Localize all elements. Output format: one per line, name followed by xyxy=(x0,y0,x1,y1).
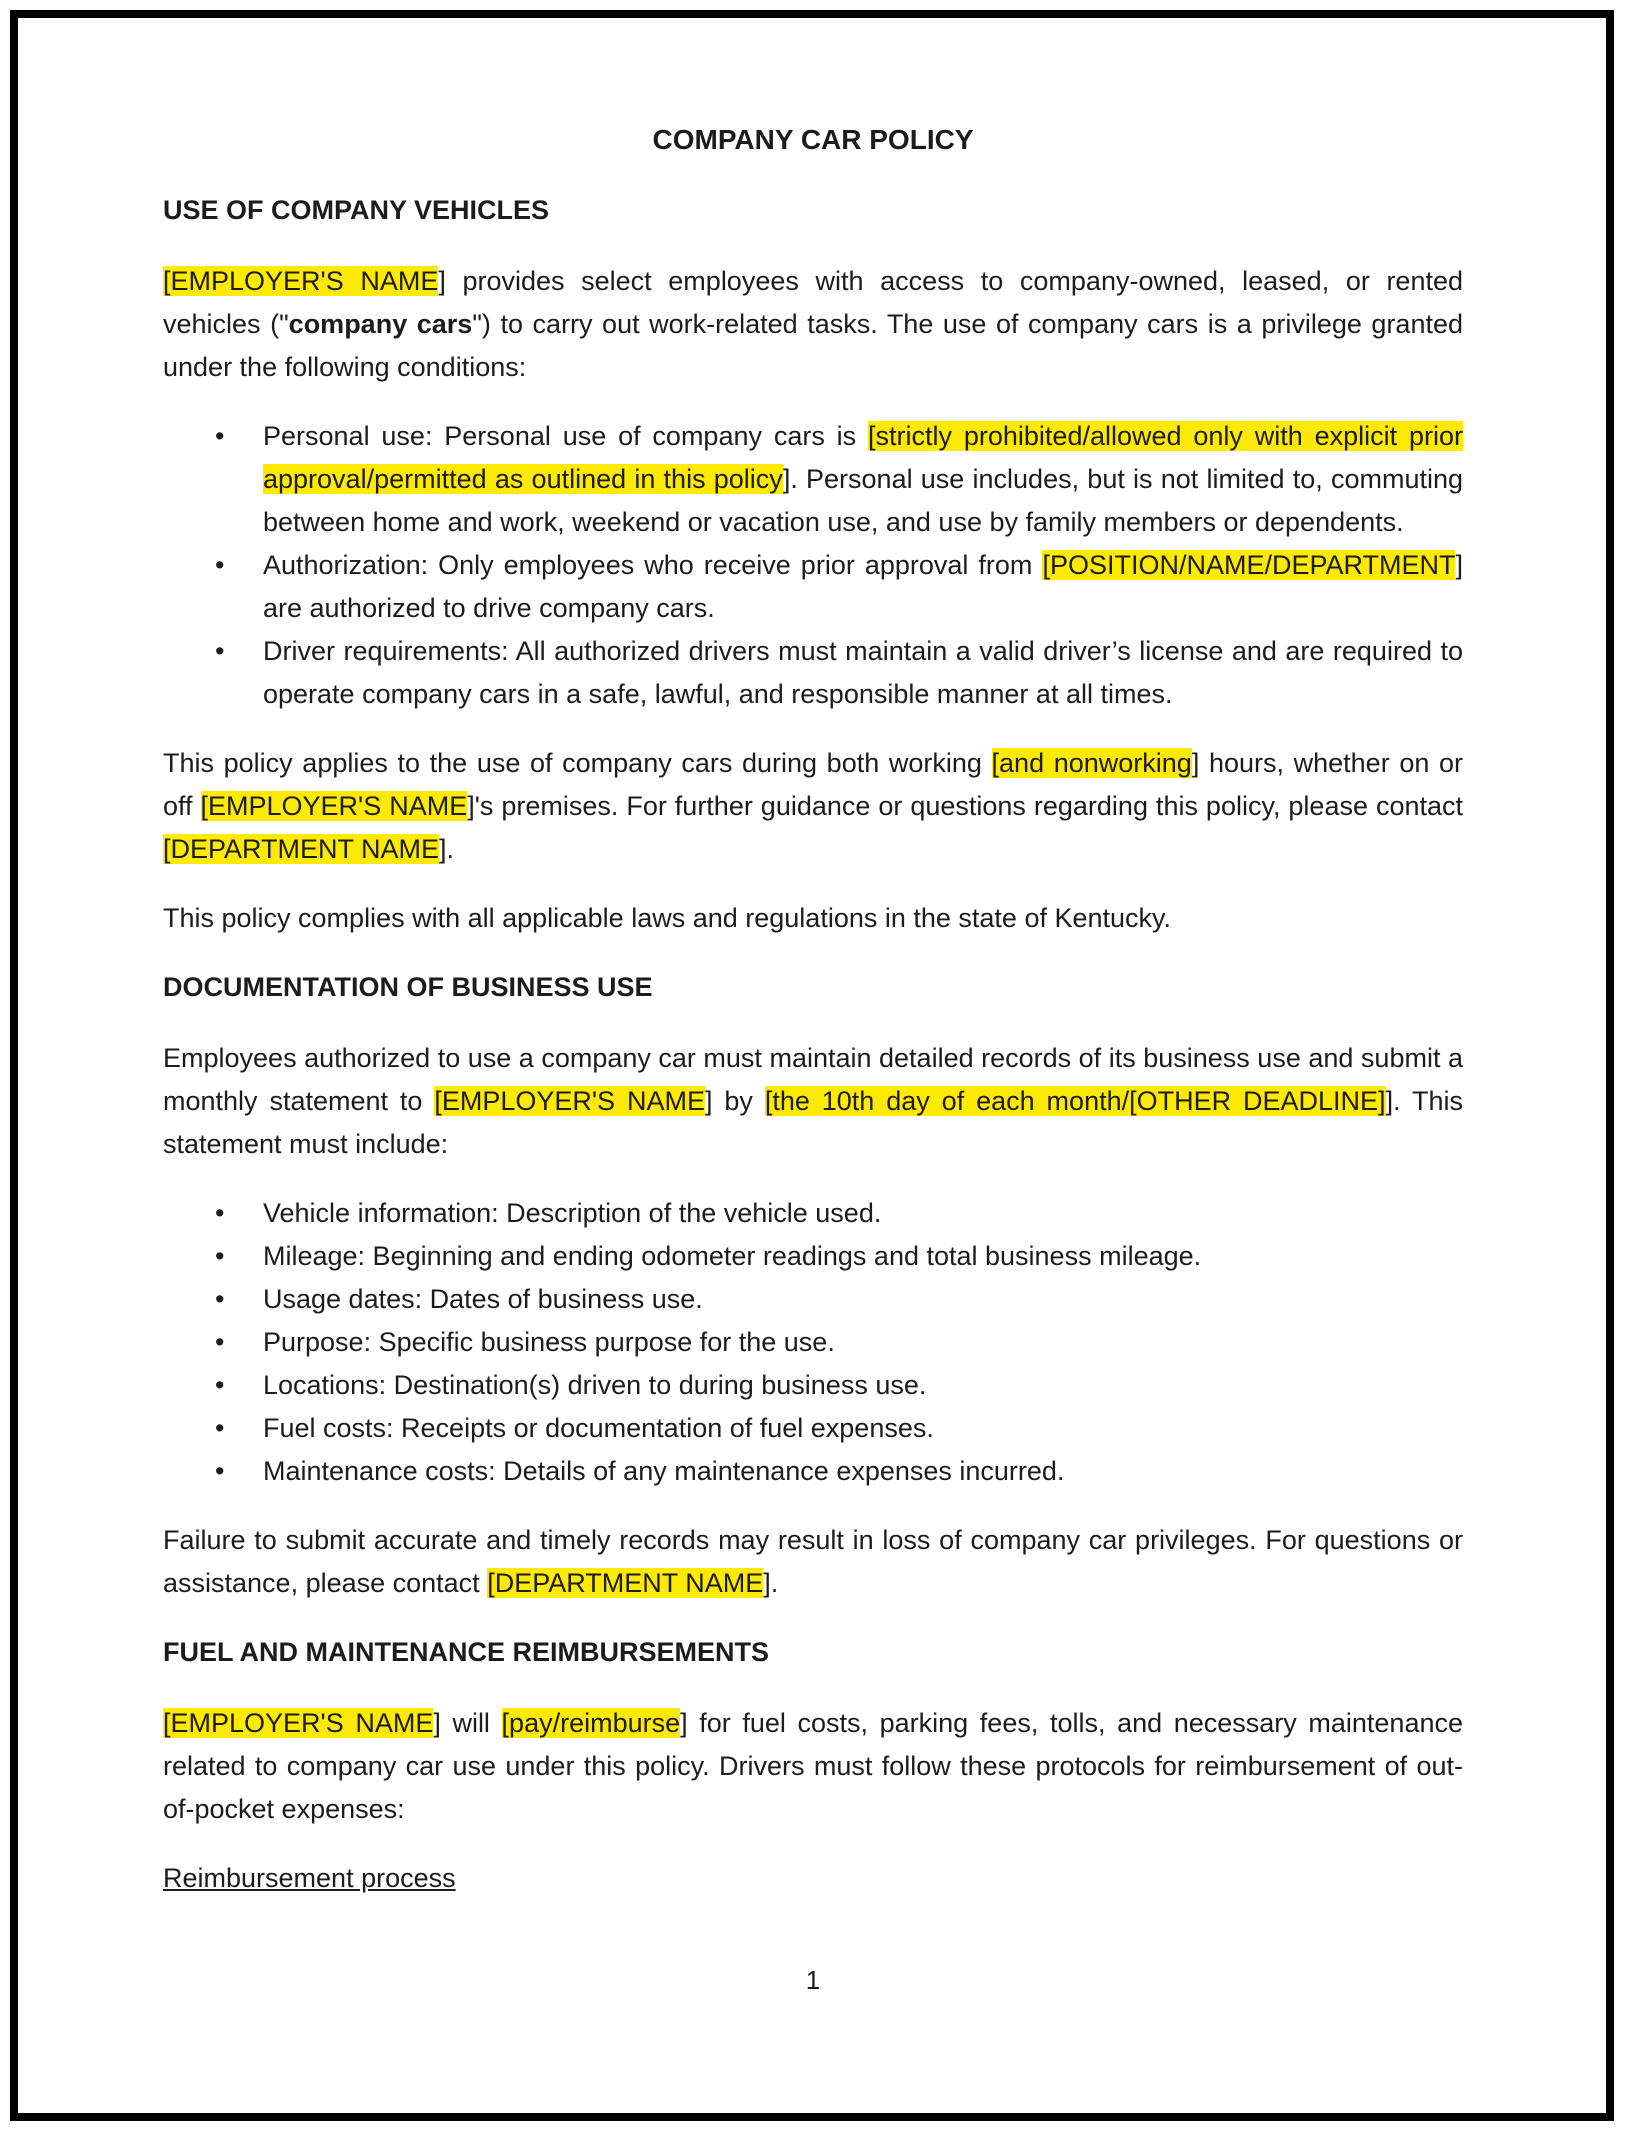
text-run: ] are authorized to drive company cars. xyxy=(263,550,1463,623)
paragraph-documentation xyxy=(163,1037,1463,1166)
text-run: company cars xyxy=(288,309,473,339)
text-run: USE OF COMPANY VEHICLES xyxy=(163,195,550,225)
text-run: ]. This statement must include: xyxy=(163,1086,1463,1159)
text-run: ] hours, whether on or off xyxy=(163,748,1463,821)
text-run: Fuel costs: Receipts or documentation of fuel expenses. xyxy=(263,1413,934,1443)
list-item xyxy=(263,1278,1463,1321)
highlighted-placeholder: [pay/reimburse xyxy=(501,1708,681,1738)
section-heading-reimbursements xyxy=(163,1631,1463,1674)
text-run: ]'s premises. For further guidance or questions regarding this policy, please contact xyxy=(467,791,1464,821)
text-run: ") to carry out work-related tasks. The use of company cars is a privilege granted under the following conditions: xyxy=(163,309,1463,382)
highlighted-placeholder: [EMPLOYER'S NAME xyxy=(163,266,439,296)
highlighted-placeholder: [the 10th day of each month/[OTHER DEADLINE] xyxy=(764,1086,1386,1116)
text-run: Mileage: Beginning and ending odometer readings and total business mileage. xyxy=(263,1241,1202,1271)
text-run: Personal use: Personal use of company cars is xyxy=(263,421,869,451)
highlighted-placeholder: [POSITION/NAME/DEPARTMENT xyxy=(1042,550,1456,580)
list-item xyxy=(263,1192,1463,1235)
text-run: Driver requirements: All authorized drivers must maintain a valid driver’s license and are required to operate company cars in a safe, lawful, and responsible manner at all times. xyxy=(263,636,1463,709)
document-content xyxy=(163,118,1463,1926)
text-run: This policy complies with all applicable laws and regulations in the state of Kentucky. xyxy=(163,903,1172,933)
text-run: Employees authorized to use a company car must maintain detailed records of its business use and submit a monthly statement to xyxy=(163,1043,1463,1116)
list-item xyxy=(263,1235,1463,1278)
paragraph-failure-to-submit xyxy=(163,1519,1463,1605)
text-run: Purpose: Specific business purpose for the use. xyxy=(263,1327,835,1357)
list-item xyxy=(263,544,1463,630)
text-run: ]. xyxy=(763,1568,779,1598)
text-run: ]. xyxy=(439,834,455,864)
highlighted-placeholder: [EMPLOYER'S NAME xyxy=(163,1708,434,1738)
text-run: ] by xyxy=(704,1086,765,1116)
paragraph-reimbursements xyxy=(163,1702,1463,1831)
section-heading-use-of-company-vehicles xyxy=(163,189,1463,232)
highlighted-placeholder: [and nonworking xyxy=(991,748,1192,778)
text-run: FUEL AND MAINTENANCE REIMBURSEMENTS xyxy=(163,1637,770,1667)
text-run: Authorization: Only employees who receive prior approval from xyxy=(263,550,1043,580)
list-item xyxy=(263,1364,1463,1407)
text-run: DOCUMENTATION OF BUSINESS USE xyxy=(163,972,653,1002)
text-run: ]. Personal use includes, but is not limited to, commuting between home and work, weekend or vacation use, and use by family members or dependents. xyxy=(263,464,1463,537)
text-run: COMPANY CAR POLICY xyxy=(652,124,974,155)
paragraph-compliance xyxy=(163,897,1463,940)
conditions-list xyxy=(163,415,1463,716)
page-number: 1 xyxy=(805,1965,821,1995)
highlighted-placeholder: [EMPLOYER'S NAME xyxy=(200,791,468,821)
highlighted-placeholder: [EMPLOYER'S NAME xyxy=(434,1086,705,1116)
paragraph-intro xyxy=(163,260,1463,389)
text-run: Usage dates: Dates of business use. xyxy=(263,1284,703,1314)
subheading-reimbursement-process xyxy=(163,1857,1463,1900)
text-run: Locations: Destination(s) driven to during business use. xyxy=(263,1370,927,1400)
text-run: ] provides select employees with access to company-owned, leased, or rented vehicles (" xyxy=(163,266,1464,339)
highlighted-placeholder: [DEPARTMENT NAME xyxy=(163,834,440,864)
list-item xyxy=(263,1450,1463,1493)
underlined-text: Reimbursement process xyxy=(163,1863,456,1893)
paragraph-policy-scope xyxy=(163,742,1463,871)
list-item xyxy=(263,415,1463,544)
list-item xyxy=(263,1321,1463,1364)
text-run: Failure to submit accurate and timely records may result in loss of company car privileges. For questions or assistance, please contact xyxy=(163,1525,1463,1598)
text-run: Maintenance costs: Details of any maintenance expenses incurred. xyxy=(263,1456,1065,1486)
section-heading-documentation xyxy=(163,966,1463,1009)
statement-items-list xyxy=(163,1192,1463,1493)
text-run: ] for fuel costs, parking fees, tolls, and necessary maintenance related to company car use under this policy. Drivers must follow these protocols for reimbursement of out-of-pocket expenses: xyxy=(163,1708,1463,1824)
text-run: This policy applies to the use of company cars during both working xyxy=(163,748,992,778)
list-item xyxy=(263,630,1463,716)
text-run: ] will xyxy=(433,1708,502,1738)
document-title xyxy=(163,118,1463,161)
highlighted-placeholder: [strictly prohibited/allowed only with explicit prior approval/permitted as outlined in this policy xyxy=(263,421,1463,494)
list-item xyxy=(263,1407,1463,1450)
text-run: Vehicle information: Description of the vehicle used. xyxy=(263,1198,882,1228)
highlighted-placeholder: [DEPARTMENT NAME xyxy=(487,1568,764,1598)
